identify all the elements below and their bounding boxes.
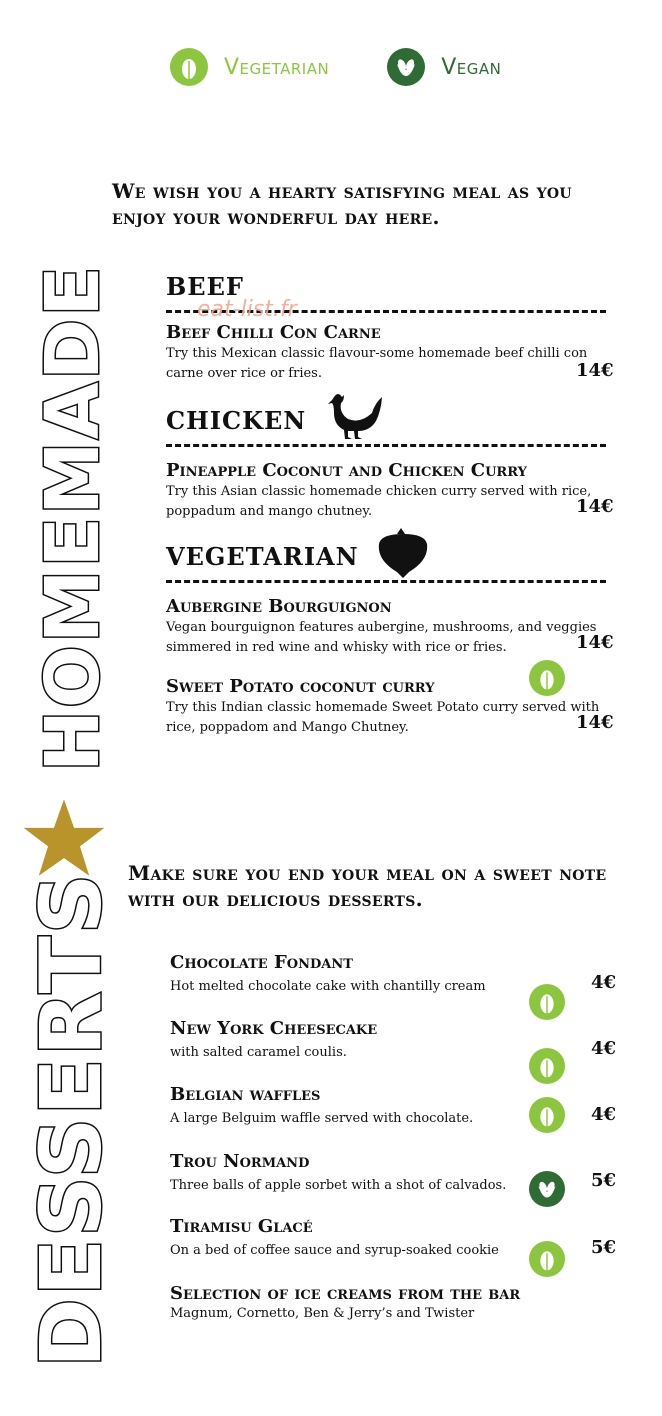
- menu-item: [166, 322, 626, 384]
- dessert-price: 5€: [591, 1237, 617, 1258]
- item-description: Try this Indian classic homemade Sweet Potato curry served with rice, poppadom and Mango Chutney.: [166, 700, 600, 735]
- item-description: Try this Mexican classic flavour-some homemade beef chilli con carne over rice or fries.: [166, 346, 588, 381]
- dessert-name: Trou Normand: [170, 1151, 310, 1172]
- item-price: 14€: [576, 712, 614, 733]
- menu-item: [166, 460, 626, 522]
- dessert-description: A large Belguim waffle served with chocolate.: [170, 1111, 474, 1126]
- legend-vegetarian: [170, 48, 329, 86]
- item-name: Sweet Potato coconut curry: [166, 676, 435, 697]
- section-title-vegetarian: VEGETARIAN: [166, 541, 359, 571]
- star-icon: [22, 796, 106, 880]
- dessert-item: [170, 1282, 620, 1324]
- item-name: Aubergine Bourguignon: [166, 596, 392, 617]
- desserts-intro-text: Make sure you end your meal on a sweet note with our delicious desserts.: [128, 861, 607, 911]
- chicken-icon: [326, 391, 384, 443]
- dessert-description: Magnum, Cornetto, Ben & Jerry’s and Twister: [170, 1306, 475, 1321]
- section-title-beef: BEEF: [166, 271, 244, 301]
- desserts-vertical-title: DESSERTS: [22, 871, 120, 1368]
- vegetarian-leaf-icon: [529, 984, 565, 1020]
- beetroot-icon: [375, 528, 431, 580]
- dessert-description: Three balls of apple sorbet with a shot of calvados.: [170, 1178, 507, 1193]
- dessert-name: New York Cheesecake: [170, 1018, 378, 1039]
- section-divider: [166, 580, 606, 583]
- legend-vegan: [387, 48, 501, 86]
- vegan-leaf-icon: [387, 48, 425, 86]
- dessert-name: Selection of ice creams from the bar: [170, 1283, 521, 1304]
- section-divider: [166, 444, 606, 447]
- legend-vegetarian-label: Vegetarian: [224, 54, 330, 80]
- homemade-vertical-title: HOMEMADE: [30, 264, 116, 772]
- dessert-price: 4€: [591, 1038, 617, 1059]
- item-description: Try this Asian classic homemade chicken curry served with rice, poppadum and mango chutney.: [166, 484, 592, 519]
- diet-legend: [170, 48, 559, 86]
- dessert-description: Hot melted chocolate cake with chantilly cream: [170, 979, 486, 994]
- menu-item: [166, 596, 626, 658]
- dessert-name: Tiramisu Glacé: [170, 1216, 313, 1237]
- dessert-description: with salted caramel coulis.: [170, 1045, 347, 1060]
- vegetarian-leaf-icon: [170, 48, 208, 86]
- dessert-price: 4€: [591, 1104, 617, 1125]
- dessert-price: 4€: [591, 972, 617, 993]
- main-intro-text: We wish you a hearty satisfying meal as you enjoy your wonderful day here.: [112, 179, 572, 229]
- legend-vegan-label: Vegan: [441, 54, 502, 80]
- item-name: Beef Chilli Con Carne: [166, 322, 381, 343]
- dessert-description: On a bed of coffee sauce and syrup-soaked cookie: [170, 1243, 499, 1258]
- dessert-price: 5€: [591, 1170, 617, 1191]
- item-price: 14€: [576, 496, 614, 517]
- vegetarian-leaf-icon: [529, 1241, 565, 1277]
- vegetarian-leaf-icon: [529, 660, 565, 696]
- vegan-leaf-icon: [529, 1171, 565, 1207]
- vegetarian-leaf-icon: [529, 1048, 565, 1084]
- dessert-name: Belgian waffles: [170, 1084, 321, 1105]
- section-title-chicken: CHICKEN: [166, 405, 307, 435]
- item-name: Pineapple Coconut and Chicken Curry: [166, 460, 527, 481]
- dessert-name: Chocolate Fondant: [170, 952, 353, 973]
- watermark: eat-list.fr: [197, 297, 297, 322]
- section-vegetarian: [166, 536, 606, 583]
- vegetarian-leaf-icon: [529, 1097, 565, 1133]
- section-chicken: [166, 400, 606, 447]
- item-price: 14€: [576, 360, 614, 381]
- item-description: Vegan bourguignon features aubergine, mushrooms, and veggies simmered in red wine and whisky with rice or fries.: [166, 620, 597, 655]
- item-price: 14€: [576, 632, 614, 653]
